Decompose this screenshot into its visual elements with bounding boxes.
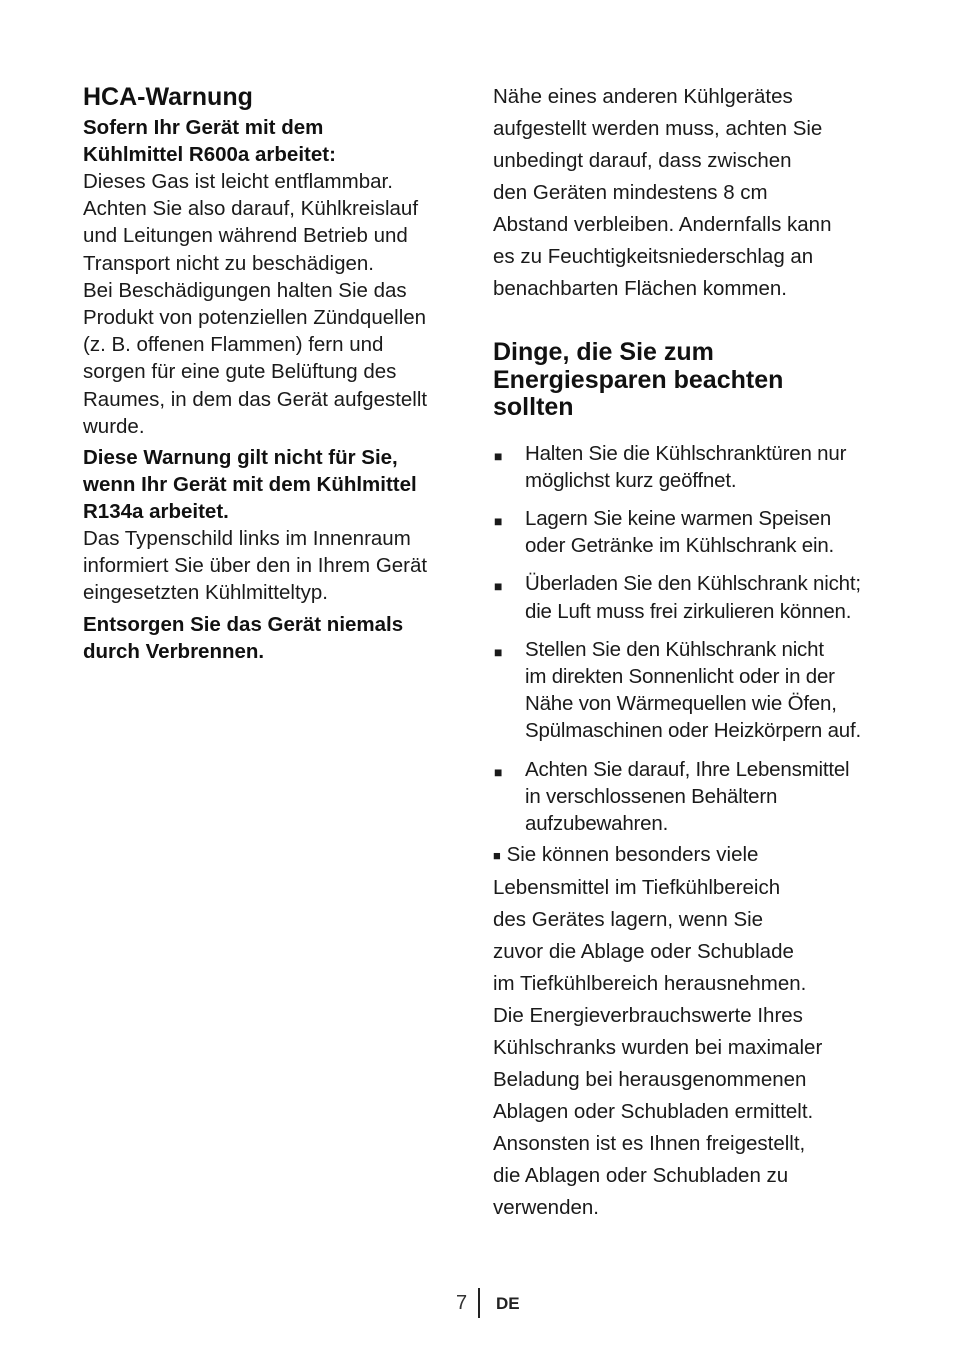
refrigerant-r600a-intro: Sofern Ihr Gerät mit dem Kühlmittel R600a arbeitet: — [83, 116, 336, 166]
list-item: ■ Halten Sie die Kühlschranktüren nur möglichst kurz geöffnet. — [494, 441, 847, 492]
bullet-icon: ■ — [494, 643, 503, 660]
left-column — [83, 82, 463, 665]
footer-divider — [478, 1288, 480, 1318]
r134a-exception-notice: Diese Warnung gilt nicht für Sie, wenn Ihr Gerät mit dem Kühlmittel R134a arbeitet. — [83, 446, 417, 524]
list-item: ■ Achten Sie darauf, Ihre Lebensmittel in verschlossenen Behältern aufzubewahren. — [494, 757, 850, 835]
flammable-gas-paragraph: Dieses Gas ist leicht entflammbar. Achten Sie also darauf, Kühlkreislauf und Leitungen während Betrieb und Transport nicht zu beschädigen. Bei Beschädigungen halten Sie das Produkt von potenziellen Zündquellen (z. B. offenen Flammen) fern und sorgen für eine gute Belüftung des Raumes, in dem das Gerät aufgestellt wurde. — [83, 170, 428, 438]
bullet-icon: ■ — [494, 447, 503, 464]
disposal-warning: Entsorgen Sie das Gerät niemals durch Verbrennen. — [83, 612, 404, 663]
energy-saving-heading: Dinge, die Sie zum Energiesparen beachten sollten — [493, 338, 784, 421]
bullet-icon: ■ — [493, 848, 501, 864]
bullet-icon: ■ — [494, 763, 503, 780]
hca-warning-heading: HCA-Warnung — [83, 83, 253, 111]
bullet-icon: ■ — [494, 578, 503, 595]
energy-tips-list — [493, 440, 883, 838]
distance-paragraph: Nähe eines anderen Kühlgerätes aufgestellt werden muss, achten Sie unbedingt darauf, dass zwischen den Geräten mindestens 8 cm Abstand verbleiben. Andernfalls kann es zu Feuchtigkeitsniederschlag an benachbarten Flächen kommen. — [493, 85, 832, 300]
list-item: ■ Überladen Sie den Kühlschrank nicht; die Luft muss frei zirkulieren können. — [494, 572, 861, 623]
freezer-storage-paragraph: ■ Sie können besonders viele Lebensmittel im Tiefkühlbereich des Gerätes lagern, wenn Sie zuvor die Ablage oder Schublade im Tiefkühlbereich herausnehmen. Die Energieverbrauchswerte Ihres Kühlschranks wurden bei maximaler Beladung bei herausgenommenen Ablagen oder Schubladen ermittelt. Ansonsten ist es Ihnen freigestellt, die Ablagen oder Schubladen zu verwenden. — [493, 843, 823, 1220]
right-column — [493, 82, 883, 1224]
language-code: DE — [496, 1294, 520, 1313]
list-item: ■ Stellen Sie den Kühlschrank nicht im direkten Sonnenlicht oder in der Nähe von Wärmequellen wie Öfen, Spülmaschinen oder Heizkörpern auf. — [494, 637, 861, 743]
bullet-icon: ■ — [494, 512, 503, 529]
type-plate-paragraph: Das Typenschild links im Innenraum informiert Sie über den in Ihrem Gerät eingesetzten Kühlmitteltyp. — [83, 527, 428, 605]
page-number: 7 — [456, 1292, 468, 1314]
list-item: ■ Lagern Sie keine warmen Speisen oder Getränke im Kühlschrank ein. — [494, 506, 835, 558]
